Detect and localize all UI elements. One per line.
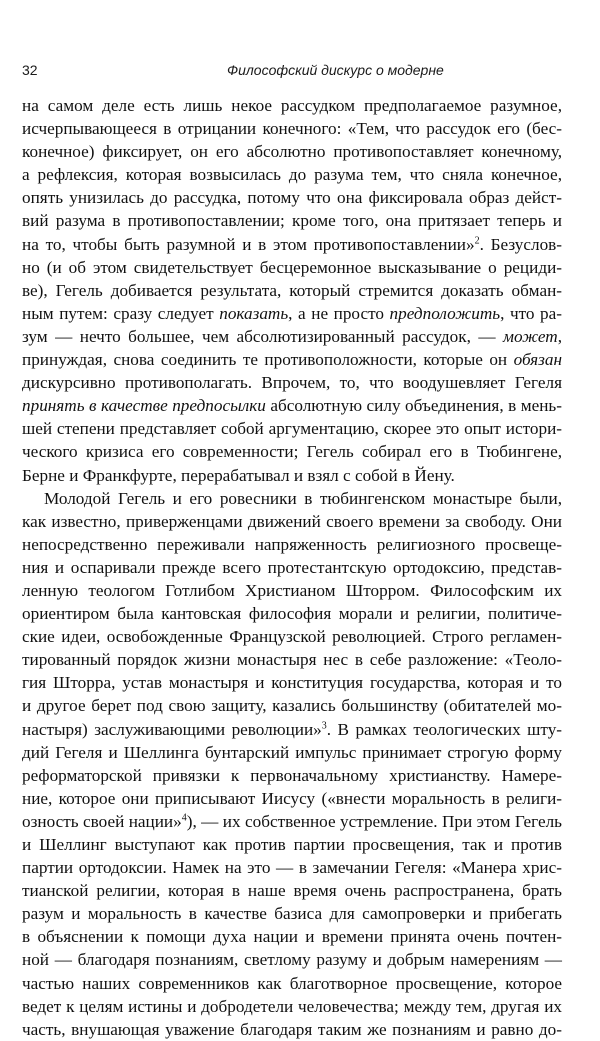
text-line: разум и моральность в качестве базиса для самопроверки и прибегать <box>22 904 562 924</box>
footnote-mark: 4 <box>181 812 187 824</box>
emphasis: может <box>502 326 558 346</box>
emphasis: принять в качестве предпосылки <box>22 396 266 416</box>
text-line: часть, внушающая уважение благодаря таким же познаниям и равно до- <box>22 1019 562 1039</box>
text-line: гия Шторра, устав монастыря и конституция государства, которая и то <box>22 673 562 693</box>
emphasis: предположить <box>389 303 501 323</box>
text-fragment: , <box>557 326 562 346</box>
text-line: ческого кризиса его современности; Гегель собирал его в Тюбингене, <box>22 442 562 462</box>
emphasis: показать <box>219 303 289 323</box>
page-number: 32 <box>22 62 38 78</box>
text-fragment: принуждая, снова соединить те противоположности, которые он <box>22 350 514 370</box>
text-line <box>22 394 562 417</box>
text-line: ние, которое они приписывают Иисусу («внести моральность в религи- <box>22 788 562 808</box>
text-fragment: . В рамках теологических шту- <box>326 719 563 739</box>
text-line: частью наших современников как благотворное просвещение, которое <box>22 973 562 993</box>
text-fragment: настыря) заслуживающими революции» <box>22 719 322 739</box>
text-line <box>22 325 562 348</box>
text-line: ориентиром была кантовская философия морали и религии, политиче- <box>22 604 562 624</box>
text-line: дискурсивно противополагать. Впрочем, то, что воодушевляет Гегеля <box>22 373 562 393</box>
text-line: тианской религии, которая в наше время очень распространена, брать <box>22 881 562 901</box>
text-line: ведет к целям истины и добродетели человечества; между тем, другая их <box>22 996 562 1016</box>
text-line <box>22 302 562 325</box>
text-line <box>22 810 562 833</box>
text-line <box>22 348 562 371</box>
emphasis: обязан <box>513 350 562 370</box>
text-line: партии ортодоксии. Намек на это — в замечании Гегеля: «Манера хрис- <box>22 858 562 878</box>
text-fragment: ), — их собственное устремление. При этом Гегель <box>186 811 562 831</box>
text-line: конечное) фиксирует, он его абсолютно противопоставляет конечному, <box>22 142 562 162</box>
text-fragment: на то, чтобы быть разумной и в этом противопоставлении» <box>22 234 475 254</box>
text-fragment: абсолютную силу объединения, в мень- <box>265 396 562 416</box>
footnote-mark: 2 <box>474 234 480 246</box>
text-fragment: ным путем: сразу следует <box>22 303 220 323</box>
text-line: на самом деле есть лишь некое рассудком предполагаемое разумное, <box>22 96 562 115</box>
text-line: ленную теологом Готлибом Христианом Шторром. Философским их <box>22 580 562 600</box>
text-line <box>22 233 562 256</box>
text-line: ния и оспаривали прежде всего протестантскую ортодоксию, представ- <box>22 557 562 577</box>
text-line: а рефлексия, которая возвысилась до разума тем, что сняла конечное, <box>22 165 562 185</box>
text-line: исчерпывающееся в отрицании конечного: «Тем, что рассудок его (бес- <box>22 119 562 139</box>
text-line: тированный порядок жизни монастыря нес в себе разложение: «Теоло- <box>22 650 562 670</box>
body-text <box>22 94 562 1041</box>
running-head-title: Философский дискурс о модерне <box>227 62 444 78</box>
text-line: и другое берет под свою защиту, казались большинству (обитателей мо- <box>22 696 562 716</box>
text-line: как известно, приверженцами движений своего времени за свободу. Они <box>22 511 562 531</box>
text-line: но (и об этом свидетельствует бесцеремонное высказывание о рециди- <box>22 257 562 277</box>
text-line: шей степени представляет собой аргументацию, скорее это опыт истори- <box>22 419 562 439</box>
text-line: непосредственно переживали напряженность религиозного просвеще- <box>22 534 562 554</box>
text-line: ве), Гегель добивается результата, который стремится доказать обман- <box>22 280 562 300</box>
text-line: дий Гегеля и Шеллинга бунтарский импульс принимает строгую форму <box>22 742 562 762</box>
text-fragment: . Безуслов- <box>479 234 562 254</box>
text-line: вий разума в противопоставлении; кроме того, она притязает теперь и <box>22 211 562 231</box>
footnote-mark: 3 <box>321 719 327 731</box>
text-line: опять унизилась до рассудка, потому что она фиксировала образ дейст- <box>22 188 562 208</box>
paragraph-last-line: Берне и Франкфурте, перерабатывал и взял с собой в Йену. <box>22 465 455 485</box>
text-fragment: , что ра- <box>500 303 562 323</box>
text-fragment: , а не просто <box>288 303 390 323</box>
text-fragment: озность своей нации» <box>22 811 182 831</box>
text-line: ские идеи, освобожденные Французской революцией. Строго регламен- <box>22 627 562 647</box>
running-head <box>22 62 562 80</box>
text-line: и Шеллинг выступают как против партии просвещения, так и против <box>22 835 562 854</box>
text-fragment: зум — нечто большее, чем абсолютизированный рассудок, — <box>22 326 503 346</box>
paragraph-first-line: Молодой Гегель и его ровесники в тюбингенском монастыре были, <box>44 488 562 508</box>
text-line: реформаторской привязки к первоначальному христианству. Намере- <box>22 765 562 785</box>
text-line <box>22 718 562 741</box>
text-line: в объяснении к помощи духа нации и времени принята очень почтен- <box>22 927 562 947</box>
text-line: ной — благодаря познаниям, светлому разуму и добрым намерениям — <box>22 950 562 970</box>
